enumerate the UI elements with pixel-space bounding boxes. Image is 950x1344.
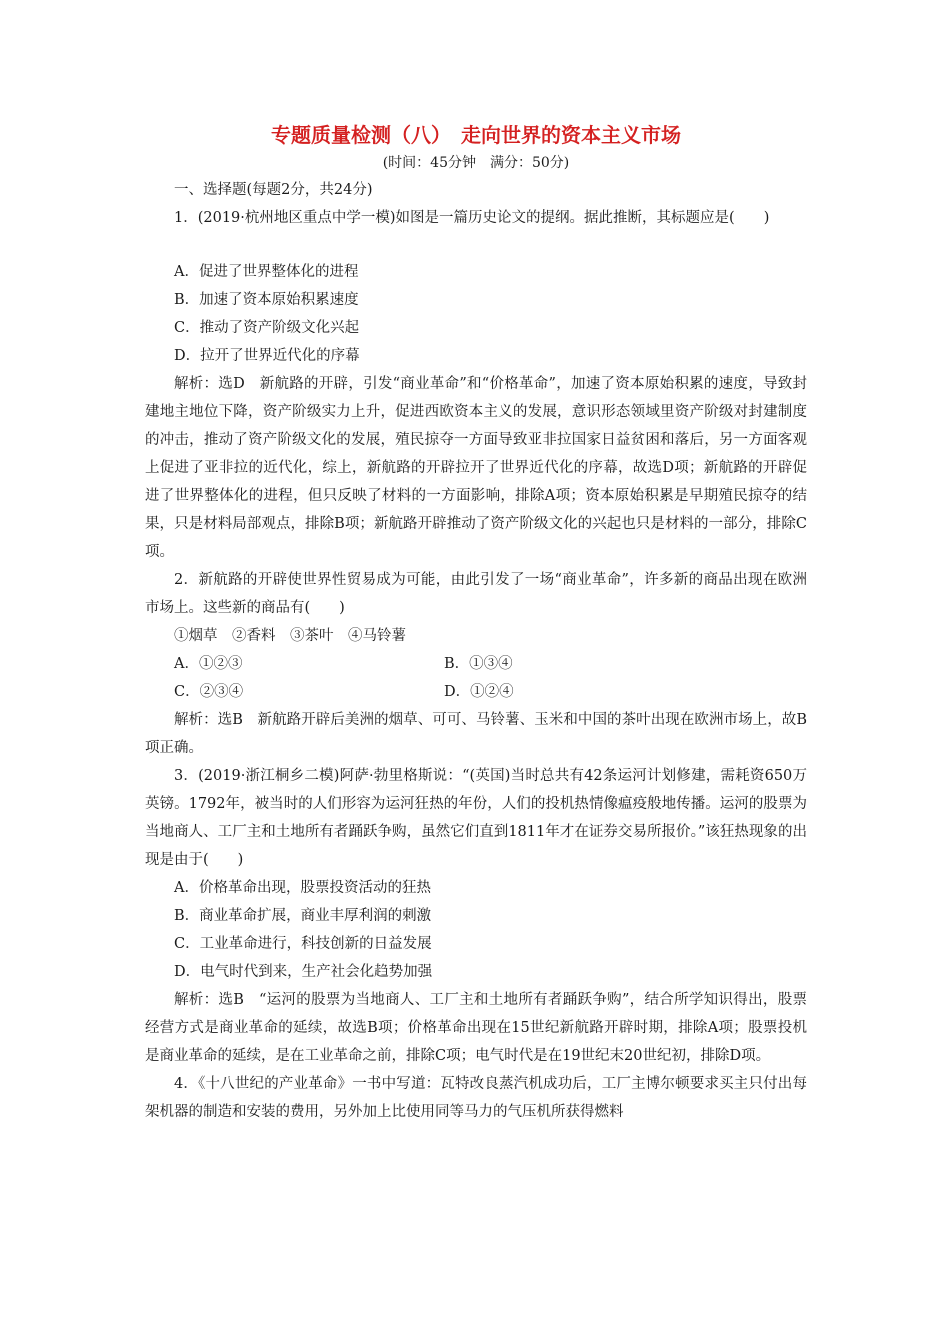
- option-a: A．①②③: [174, 656, 243, 672]
- option-c: C．推动了资产阶级文化兴起: [174, 320, 360, 336]
- option-row: [145, 650, 807, 678]
- option-row: [145, 678, 807, 706]
- exam-time-score: (时间：45分钟 满分：50分): [382, 155, 570, 171]
- page-title: 专题质量检测（八） 走向世界的资本主义市场: [271, 123, 681, 147]
- option-b: B．商业革命扩展，商业丰厚利润的刺激: [174, 908, 432, 924]
- option-b: B．加速了资本原始积累速度: [174, 292, 359, 308]
- option-b: B．①③④: [444, 656, 513, 672]
- option-d: D．拉开了世界近代化的序幕: [174, 348, 360, 364]
- exam-page: [145, 120, 807, 1126]
- question-stem: 3．(2019·浙江桐乡二模)阿萨·勃里格斯说：“(英国)当时总共有42条运河计划修建，需耗资650万英镑。1792年，被当时的人们形容为运河狂热的年份，人们的投机热情像瘟疫般地传播。运河的股票为当地商人、工厂主和土地所有者踊跃争购，虽然它们直到1811年才在证券交易所报价。”该狂热现象的出现是由于( ): [145, 768, 807, 868]
- question-1: [145, 204, 807, 566]
- question-stem: 1．(2019·杭州地区重点中学一模)如图是一篇历史论文的提纲。据此推断，其标题应是( ): [174, 210, 770, 226]
- option-a: A．价格革命出现，股票投资活动的狂热: [174, 880, 431, 896]
- option-d: D．①②④: [444, 684, 514, 700]
- option-a: A．促进了世界整体化的进程: [174, 264, 359, 280]
- figure-placeholder: [145, 232, 807, 258]
- question-3: [145, 762, 807, 1070]
- question-4: [145, 1070, 807, 1126]
- analysis: 解析：选B 新航路开辟后美洲的烟草、可可、马铃薯、玉米和中国的茶叶出现在欧洲市场上，故B项正确。: [145, 712, 807, 756]
- question-stem: 4．《十八世纪的产业革命》一书中写道：瓦特改良蒸汽机成功后，工厂主博尔顿要求买主只付出每架机器的制造和安装的费用，另外加上比使用同等马力的气压机所获得燃料: [145, 1076, 807, 1120]
- option-d: D．电气时代到来，生产社会化趋势加强: [174, 964, 433, 980]
- question-items: ①烟草 ②香料 ③茶叶 ④马铃薯: [174, 628, 406, 644]
- option-c: C．②③④: [174, 684, 244, 700]
- analysis: 解析：选B “运河的股票为当地商人、工厂主和土地所有者踊跃争购”，结合所学知识得出，股票经营方式是商业革命的延续，故选B项；价格革命出现在15世纪新航路开辟时期，排除A项；股票投机是商业革命的延续，是在工业革命之前，排除C项；电气时代是在19世纪末20世纪初，排除D项。: [145, 992, 807, 1064]
- question-2: [145, 566, 807, 762]
- analysis: 解析：选D 新航路的开辟，引发“商业革命”和“价格革命”，加速了资本原始积累的速度，导致封建地主地位下降，资产阶级实力上升，促进西欧资本主义的发展，意识形态领域里资产阶级对封建制度的冲击，推动了资产阶级文化的发展，殖民掠夺一方面导致亚非拉国家日益贫困和落后，另一方面客观上促进了亚非拉的近代化，综上，新航路的开辟拉开了世界近代化的序幕，故选D项；新航路的开辟促进了世界整体化的进程，但只反映了材料的一方面影响，排除A项；资本原始积累是早期殖民掠夺的结果，只是材料局部观点，排除B项；新航路开辟推动了资产阶级文化的兴起也只是材料的一部分，排除C项。: [145, 376, 807, 560]
- question-stem: 2．新航路的开辟使世界性贸易成为可能，由此引发了一场“商业革命”，许多新的商品出现在欧洲市场上。这些新的商品有( ): [145, 572, 807, 616]
- option-c: C．工业革命进行，科技创新的日益发展: [174, 936, 432, 952]
- section-heading: 一、选择题(每题2分，共24分): [174, 182, 373, 198]
